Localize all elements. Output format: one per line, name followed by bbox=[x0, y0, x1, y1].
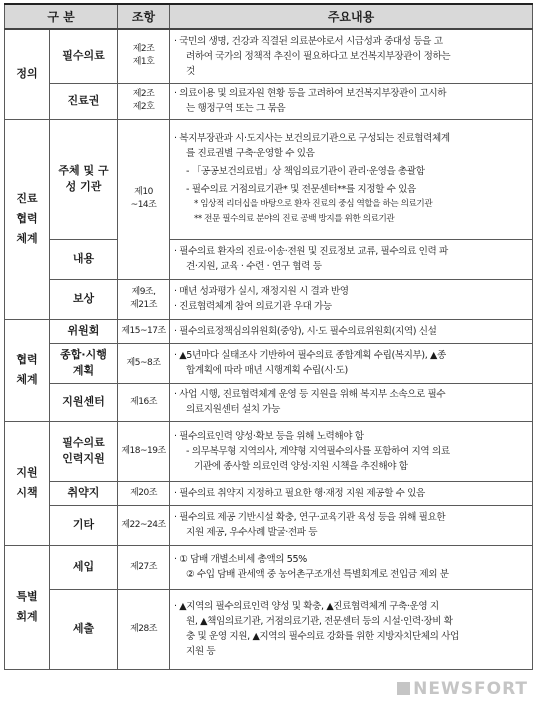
category-cell: 특별 회계 bbox=[5, 545, 50, 669]
subcategory-cell: 지원센터 bbox=[50, 383, 118, 421]
subcategory-cell: 세출 bbox=[50, 589, 118, 669]
content-cell bbox=[170, 279, 533, 319]
category-cell: 정의 bbox=[5, 29, 50, 119]
content-cell bbox=[170, 421, 533, 481]
content-line: ② 수입 담배 관세액 중 농어촌구조개선 특별회계로 전입금 제외 분 bbox=[186, 569, 449, 580]
article-cell: 제15~17조 bbox=[118, 319, 170, 343]
content-cell bbox=[170, 119, 533, 239]
table-row bbox=[5, 83, 533, 119]
content-cell bbox=[170, 589, 533, 669]
table-row bbox=[5, 481, 533, 505]
content-line: 원, ▲책임의료기관, 거점의료기관, 전문센터 등의 시설·인력·장비 확 bbox=[186, 616, 453, 627]
content-cell bbox=[170, 481, 533, 505]
subcategory-cell: 취약지 bbox=[50, 481, 118, 505]
content-line: 를 진료권별 구축·운영할 수 있음 bbox=[186, 148, 315, 159]
content-line: · 필수의료 제공 기반시설 확충, 연구·교육기관 육성 등을 위해 필요한 bbox=[174, 512, 446, 523]
content-line: 충 및 운영 지원, ▲지역의 필수의료 강화를 위한 지방자치단체의 사업 bbox=[186, 631, 459, 642]
header-category: 구 분 bbox=[5, 4, 118, 29]
table-row bbox=[5, 343, 533, 383]
table-row bbox=[5, 589, 533, 669]
content-line: · ① 담배 개별소비세 총액의 55% bbox=[174, 554, 307, 565]
article-cell: 제9조, 제21조 bbox=[118, 279, 170, 319]
header-content: 주요내용 bbox=[170, 4, 533, 29]
table-row bbox=[5, 29, 533, 83]
article-cell: 제10 ~14조 bbox=[118, 119, 170, 279]
category-cell: 진료 협력 체계 bbox=[5, 119, 50, 319]
content-line: · 매년 성과평가 실시, 재정지원 시 결과 반영 bbox=[174, 286, 349, 297]
table-row bbox=[5, 239, 533, 279]
content-line: · ▲지역의 필수의료인력 양성 및 확충, ▲진료협력체계 구축·운영 지 bbox=[174, 601, 439, 612]
article-cell: 제20조 bbox=[118, 481, 170, 505]
content-line: 려하여 국가의 정책적 추진이 필요하다고 보건복지부장관이 정하는 bbox=[186, 50, 451, 62]
table-row bbox=[5, 545, 533, 589]
category-cell: 협력 체계 bbox=[5, 319, 50, 421]
article-cell: 제2조 제1호 bbox=[118, 29, 170, 83]
subcategory-cell: 세입 bbox=[50, 545, 118, 589]
article-cell: 제22~24조 bbox=[118, 505, 170, 545]
content-cell bbox=[170, 83, 533, 119]
subcategory-cell: 기타 bbox=[50, 505, 118, 545]
article-cell: 제2조 제2호 bbox=[118, 83, 170, 119]
content-cell bbox=[170, 343, 533, 383]
content-cell bbox=[170, 505, 533, 545]
content-line: · 진료협력체계 참여 의료기관 우대 가능 bbox=[174, 301, 332, 312]
subcategory-cell: 필수의료 인력지원 bbox=[50, 421, 118, 481]
content-line: 의료지원센터 설치 가능 bbox=[186, 404, 280, 415]
header-article: 조항 bbox=[118, 4, 170, 29]
header-row bbox=[5, 4, 533, 29]
article-cell: 제16조 bbox=[118, 383, 170, 421]
content-cell bbox=[170, 383, 533, 421]
content-note: * 임상적 리더십을 바탕으로 환자 진료의 중심 역할을 하는 의료기관 bbox=[194, 199, 433, 209]
newsfort-watermark bbox=[397, 679, 528, 699]
content-line: · 필수의료 취약지 지정하고 필요한 행·재정 지원 제공할 수 있음 bbox=[174, 487, 425, 499]
subcategory-cell: 종합·시행 계획 bbox=[50, 343, 118, 383]
content-cell bbox=[170, 545, 533, 589]
content-subline: - 의무복무형 지역의사, 계약형 지역필수의사를 포함하여 지역 의료 bbox=[186, 445, 450, 457]
content-subline: 기관에 종사할 의료인력 양성·지원 시책을 추진해야 함 bbox=[194, 460, 408, 472]
content-line: 것 bbox=[186, 65, 195, 77]
content-cell bbox=[170, 239, 533, 279]
content-subline: - 「공공보건의료법」상 책임의료기관이 관리·운영을 총괄함 bbox=[186, 166, 425, 177]
law-summary-table bbox=[4, 3, 533, 670]
subcategory-cell: 필수의료 bbox=[50, 29, 118, 83]
subcategory-cell: 진료권 bbox=[50, 83, 118, 119]
content-line: · ▲5년마다 실태조사 기반하여 필수의료 종합계획 수립(복지부), ▲종 bbox=[174, 350, 446, 361]
content-line: 지원 등 bbox=[186, 646, 216, 657]
content-subline: - 필수의료 거점의료기관* 및 전문센터**를 지정할 수 있음 bbox=[186, 184, 416, 195]
content-line: 합계획에 따라 매년 시행계획 수립(시·도) bbox=[186, 365, 348, 376]
table-row bbox=[5, 319, 533, 343]
subcategory-cell: 위원회 bbox=[50, 319, 118, 343]
category-cell: 지원 시책 bbox=[5, 421, 50, 545]
article-cell: 제5~8조 bbox=[118, 343, 170, 383]
content-line: · 필수의료인력 양성·확보 등을 위해 노력해야 함 bbox=[174, 430, 364, 442]
table-row bbox=[5, 505, 533, 545]
content-cell bbox=[170, 29, 533, 83]
subcategory-cell: 주체 및 구 성 기관 bbox=[50, 119, 118, 239]
content-line: 지원 제공, 우수사례 발굴·전파 등 bbox=[186, 527, 318, 538]
table-row bbox=[5, 421, 533, 481]
newsfort-logo-icon bbox=[397, 682, 410, 695]
subcategory-cell: 보상 bbox=[50, 279, 118, 319]
content-line: 견·지원, 교육 · 수련 · 연구 협력 등 bbox=[186, 261, 322, 272]
table-row bbox=[5, 119, 533, 239]
article-cell: 제28조 bbox=[118, 589, 170, 669]
content-line: · 필수의료 환자의 진료·이송·전원 및 진료정보 교류, 필수의료 인력 파 bbox=[174, 246, 448, 257]
article-cell: 제18~19조 bbox=[118, 421, 170, 481]
content-line: · 국민의 생명, 건강과 직결된 의료분야로서 시급성과 중대성 등을 고 bbox=[174, 35, 443, 47]
content-line: · 의료이용 및 의료자원 현황 등을 고려하여 보건복지부장관이 고시하 bbox=[174, 88, 447, 99]
table-row bbox=[5, 383, 533, 421]
content-line: · 필수의료정책심의위원회(중앙), 시·도 필수의료위원회(지역) 신설 bbox=[174, 325, 437, 337]
article-cell: 제27조 bbox=[118, 545, 170, 589]
table-row bbox=[5, 279, 533, 319]
content-note: ** 전문 필수의료 분야의 진료 공백 방지를 위한 의료기관 bbox=[194, 214, 395, 224]
subcategory-cell: 내용 bbox=[50, 239, 118, 279]
content-cell bbox=[170, 319, 533, 343]
content-line: 는 행정구역 또는 그 묶음 bbox=[186, 103, 286, 114]
watermark-text: NEWSFORT bbox=[413, 679, 528, 699]
content-line: · 복지부장관과 시·도지사는 보건의료기관으로 구성되는 진료협력체계 bbox=[174, 133, 450, 144]
content-line: · 사업 시행, 진료협력체계 운영 등 지원을 위해 복지부 소속으로 필수 bbox=[174, 389, 446, 400]
